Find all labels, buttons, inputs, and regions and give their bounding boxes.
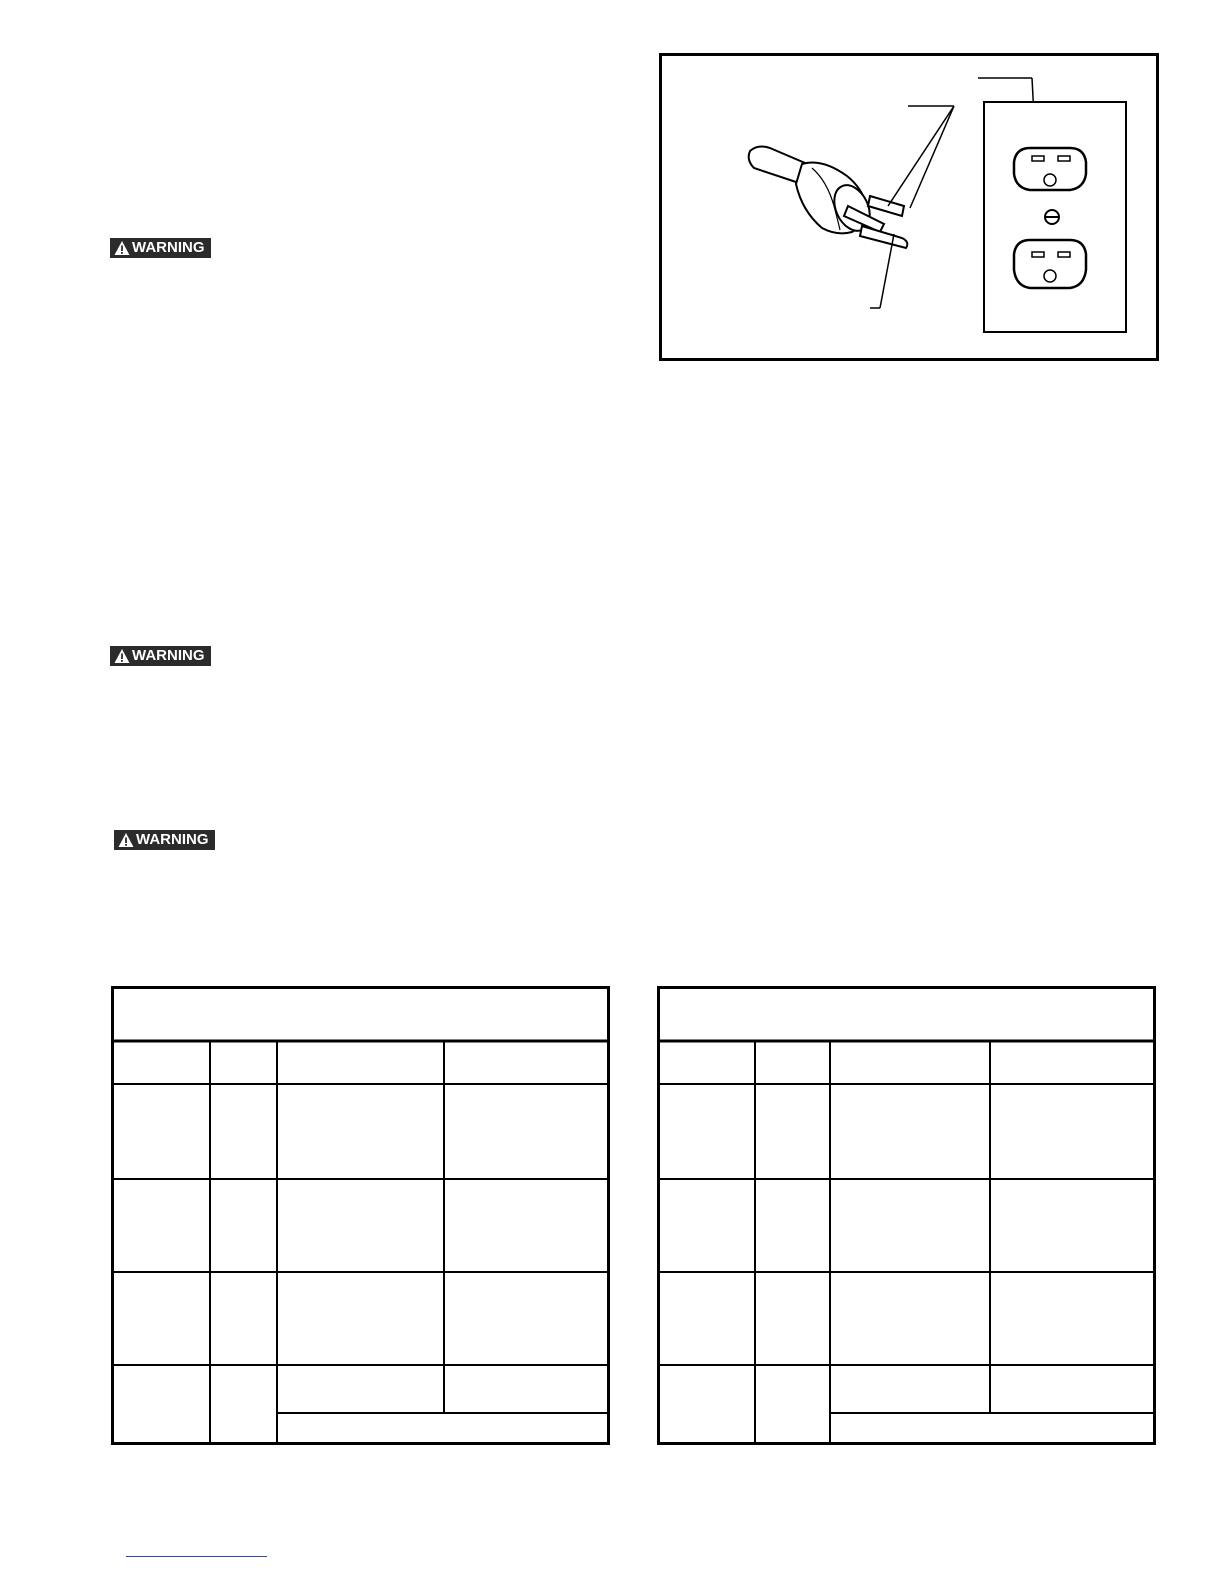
grounding-plug-icon — [796, 163, 907, 249]
warning-badge-1 — [110, 238, 211, 258]
plug-outlet-figure — [659, 53, 1159, 361]
duplex-outlet-icon — [984, 102, 1126, 332]
warning-triangle-icon — [114, 240, 130, 256]
warning-badge-2 — [110, 646, 211, 666]
footer-link[interactable] — [126, 1556, 267, 1557]
warning-triangle-icon — [118, 832, 134, 848]
table-grid — [114, 989, 607, 1442]
warning-triangle-icon — [114, 648, 130, 664]
extension-cord-table-2 — [657, 986, 1156, 1445]
figure-drawing — [662, 56, 1156, 358]
warning-label: WARNING — [132, 239, 205, 256]
extension-cord-table-1 — [111, 986, 610, 1445]
warning-label: WARNING — [132, 647, 205, 664]
table-grid — [660, 989, 1153, 1442]
warning-label: WARNING — [136, 831, 209, 848]
warning-badge-3 — [114, 830, 215, 850]
